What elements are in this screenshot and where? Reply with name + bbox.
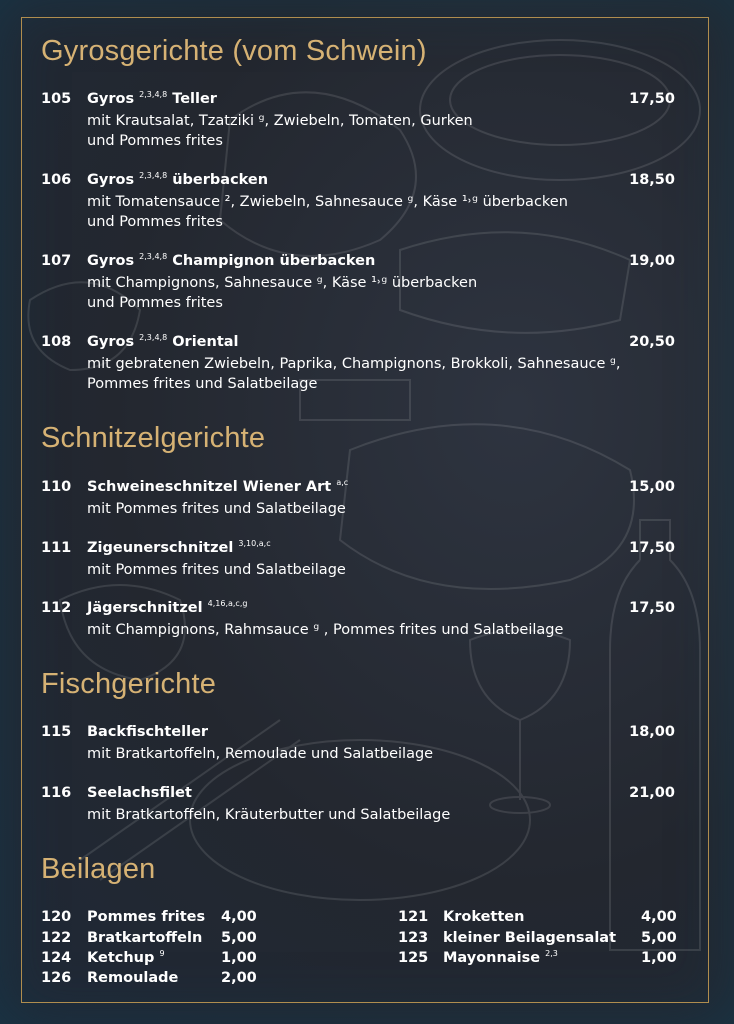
side-price: 4,00 xyxy=(641,909,677,925)
side-name: Kroketten xyxy=(443,909,525,925)
side-name: Ketchup $^9$ xyxy=(87,949,165,966)
side-price: 2,00 xyxy=(221,970,257,986)
item-price: 21,00 xyxy=(629,785,675,801)
item-name: Gyros $^{2,3,4,8}$ Teller xyxy=(87,90,217,107)
item-name: Backfischteller xyxy=(87,724,209,740)
item-description: mit Tomatensauce ², Zwiebeln, Sahnesauce ᵍ, Käse ¹˒ᵍ überbacken und Pommes frites xyxy=(87,194,568,230)
item-number: 116 xyxy=(41,785,72,801)
side-name: Pommes frites xyxy=(87,909,206,925)
allergen-codes: 3,10,a,c xyxy=(238,539,271,549)
item-price: 15,00 xyxy=(629,479,675,495)
item-description: mit Krautsalat, Tzatziki ᵍ, Zwiebeln, Tomaten, Gurken und Pommes frites xyxy=(87,113,473,149)
allergen-codes: 2,3,4,8 xyxy=(139,252,168,262)
side-number: 126 xyxy=(41,970,72,986)
side-name: Bratkartoffeln xyxy=(87,930,203,946)
section-title-beilagen: Beilagen xyxy=(41,853,156,885)
item-number: 111 xyxy=(41,540,72,556)
item-description: mit Bratkartoffeln, Kräuterbutter und Salatbeilage xyxy=(87,807,451,823)
item-name: Zigeunerschnitzel $^{3,10,a,c}$ xyxy=(87,539,271,556)
side-name: Remoulade xyxy=(87,970,179,986)
side-name: Mayonnaise $^{2,3}$ xyxy=(443,949,558,966)
side-number: 124 xyxy=(41,950,72,966)
item-number: 115 xyxy=(41,724,72,740)
item-name: Gyros $^{2,3,4,8}$ Champignon überbacken xyxy=(87,252,376,269)
allergen-codes: 2,3,4,8 xyxy=(139,333,168,343)
side-number: 120 xyxy=(41,909,72,925)
item-number: 107 xyxy=(41,253,72,269)
item-price: 19,00 xyxy=(629,253,675,269)
side-number: 122 xyxy=(41,930,72,946)
allergen-codes: 2,3 xyxy=(545,949,558,959)
allergen-codes: a,c xyxy=(336,478,349,488)
side-number: 125 xyxy=(398,950,429,966)
section-title-fisch: Fischgerichte xyxy=(41,668,217,700)
item-price: 18,00 xyxy=(629,724,675,740)
item-description: mit Bratkartoffeln, Remoulade und Salatbeilage xyxy=(87,746,434,762)
item-price: 20,50 xyxy=(629,334,675,350)
allergen-codes: 2,3,4,8 xyxy=(139,90,168,100)
item-number: 112 xyxy=(41,600,72,616)
item-name: Jägerschnitzel $^{4,16,a,c,g}$ xyxy=(87,599,248,616)
allergen-codes: 4,16,a,c,g xyxy=(207,599,248,609)
side-price: 1,00 xyxy=(641,950,677,966)
item-price: 18,50 xyxy=(629,172,675,188)
item-name: Gyros $^{2,3,4,8}$ überbacken xyxy=(87,171,269,188)
side-name: kleiner Beilagensalat xyxy=(443,930,617,946)
section-title-schnitzel: Schnitzelgerichte xyxy=(41,422,266,454)
item-price: 17,50 xyxy=(629,540,675,556)
side-number: 123 xyxy=(398,930,429,946)
allergen-codes: 2,3,4,8 xyxy=(139,171,168,181)
item-description: mit Champignons, Rahmsauce ᵍ , Pommes frites und Salatbeilage xyxy=(87,622,564,638)
item-number: 108 xyxy=(41,334,72,350)
item-name: Schweineschnitzel Wiener Art $^{a,c}$ xyxy=(87,478,349,495)
item-name: Seelachsfilet xyxy=(87,785,192,801)
side-price: 5,00 xyxy=(641,930,677,946)
item-name: Gyros $^{2,3,4,8}$ Oriental xyxy=(87,333,239,350)
section-title-gyros: Gyrosgerichte (vom Schwein) xyxy=(41,35,427,67)
side-price: 1,00 xyxy=(221,950,257,966)
item-description: mit gebratenen Zwiebeln, Paprika, Champignons, Brokkoli, Sahnesauce ᵍ, Pommes frites und Salatbeilage xyxy=(87,356,621,392)
item-price: 17,50 xyxy=(629,91,675,107)
item-number: 106 xyxy=(41,172,72,188)
item-number: 110 xyxy=(41,479,72,495)
side-number: 121 xyxy=(398,909,429,925)
item-price: 17,50 xyxy=(629,600,675,616)
item-description: mit Pommes frites und Salatbeilage xyxy=(87,501,346,517)
side-price: 5,00 xyxy=(221,930,257,946)
item-number: 105 xyxy=(41,91,72,107)
side-price: 4,00 xyxy=(221,909,257,925)
allergen-codes: 9 xyxy=(159,949,165,959)
item-description: mit Champignons, Sahnesauce ᵍ, Käse ¹˒ᵍ überbacken und Pommes frites xyxy=(87,275,478,311)
item-description: mit Pommes frites und Salatbeilage xyxy=(87,562,346,578)
